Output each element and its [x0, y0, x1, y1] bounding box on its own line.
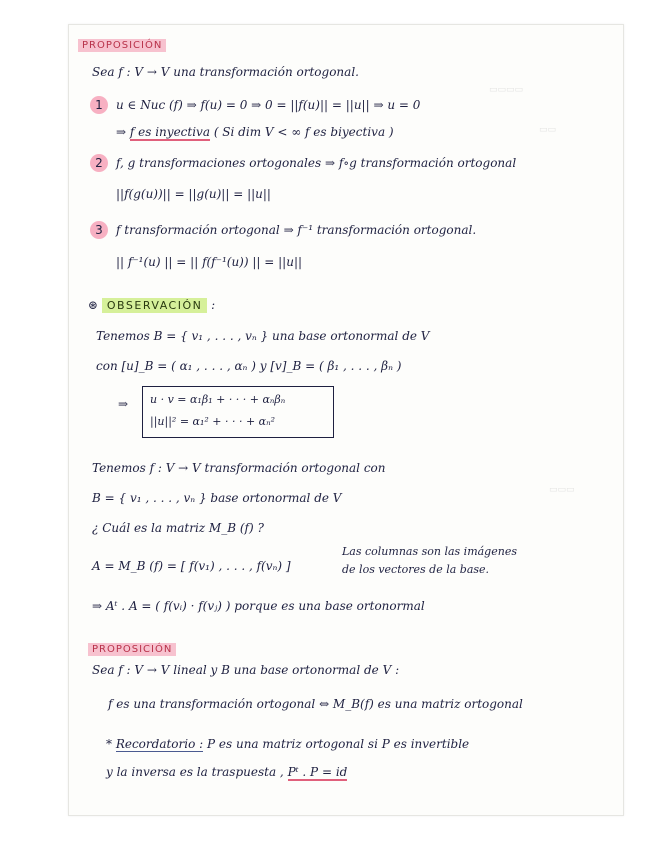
implies-arrow: ⇒	[118, 397, 129, 411]
question-line-1: Tenemos f : V → V transformación ortogonal con	[92, 461, 386, 475]
proposition-heading-2: PROPOSICIÓN	[88, 640, 176, 658]
injective-underlined: f es inyectiva	[129, 125, 210, 139]
observation-line-1: Tenemos B = { v₁ , . . . , vₙ } una base ortonormal de V	[96, 329, 430, 343]
item-number-2: 2	[90, 154, 108, 172]
observation-line-2: con [u]_B = ( α₁ , . . . , αₙ ) y [v]_B = ( β₁ , . . . , βₙ )	[96, 359, 402, 373]
item-number-1: 1	[90, 96, 108, 114]
reminder-line-2: y la inversa es la traspuesta , Pᵗ . P = id	[106, 765, 348, 779]
question-line-2: B = { v₁ , . . . , vₙ } base ortonormal de V	[92, 491, 342, 505]
proposition-heading: PROPOSICIÓN	[78, 36, 166, 54]
intro-line: Sea f : V → V una transformación ortogonal.	[92, 65, 359, 79]
prop2-line-2: f es una transformación ortogonal ⇔ M_B(f) es una matriz ortogonal	[108, 697, 523, 711]
matrix-definition: A = M_B (f) = [ f(v₁) , . . . , f(vₙ) ]	[92, 559, 291, 573]
matrix-note-1: Las columnas son las imágenes	[342, 545, 517, 558]
item-3-line-1: f transformación ortogonal ⇒ f⁻¹ transformación ortogonal.	[116, 223, 477, 237]
item-1-line-1: u ∈ Nuc (f) ⇒ f(u) = 0 ⇒ 0 = ||f(u)|| = ||u|| ⇒ u = 0	[116, 98, 421, 112]
item-number-3: 3	[90, 221, 108, 239]
bleed-mark: ▭▭	[539, 125, 557, 135]
reminder-line: * Recordatorio : P es una matriz ortogonal si P es invertible	[106, 737, 470, 751]
item-2-line-2: ||f(g(u))|| = ||g(u)|| = ||u||	[116, 187, 271, 201]
reminder-label: Recordatorio :	[115, 737, 204, 751]
transpose-product: ⇒ Aᵗ . A = ( f(vᵢ) · f(vⱼ) ) porque es una base ortonormal	[92, 599, 425, 613]
dot-product-formula: u · v = α₁β₁ + · · · + αₙβₙ	[150, 393, 286, 406]
item-1-line-2: ⇒ f es inyectiva ( Si dim V < ∞ f es biyectiva )	[116, 125, 394, 139]
observation-heading: ⊛ OBSERVACIÓN :	[88, 298, 216, 312]
bleed-mark: ▭▭▭	[549, 485, 575, 495]
prop2-line-1: Sea f : V → V lineal y B una base ortonormal de V :	[92, 663, 400, 677]
item-3-line-2: || f⁻¹(u) || = || f(f⁻¹(u)) || = ||u||	[116, 255, 303, 269]
norm-formula: ||u||² = α₁² + · · · + αₙ²	[150, 415, 275, 428]
question-line-3: ¿ Cuál es la matriz M_B (f) ?	[92, 521, 264, 535]
transpose-identity: Pᵗ . P = id	[287, 765, 348, 779]
matrix-note-2: de los vectores de la base.	[342, 563, 490, 576]
star-icon: ⊛	[88, 298, 99, 312]
asterisk-icon: *	[106, 737, 112, 751]
bleed-mark: ▭▭▭▭	[489, 85, 524, 95]
item-2-line-1: f, g transformaciones ortogonales ⇒ f∘g transformación ortogonal	[116, 156, 517, 170]
